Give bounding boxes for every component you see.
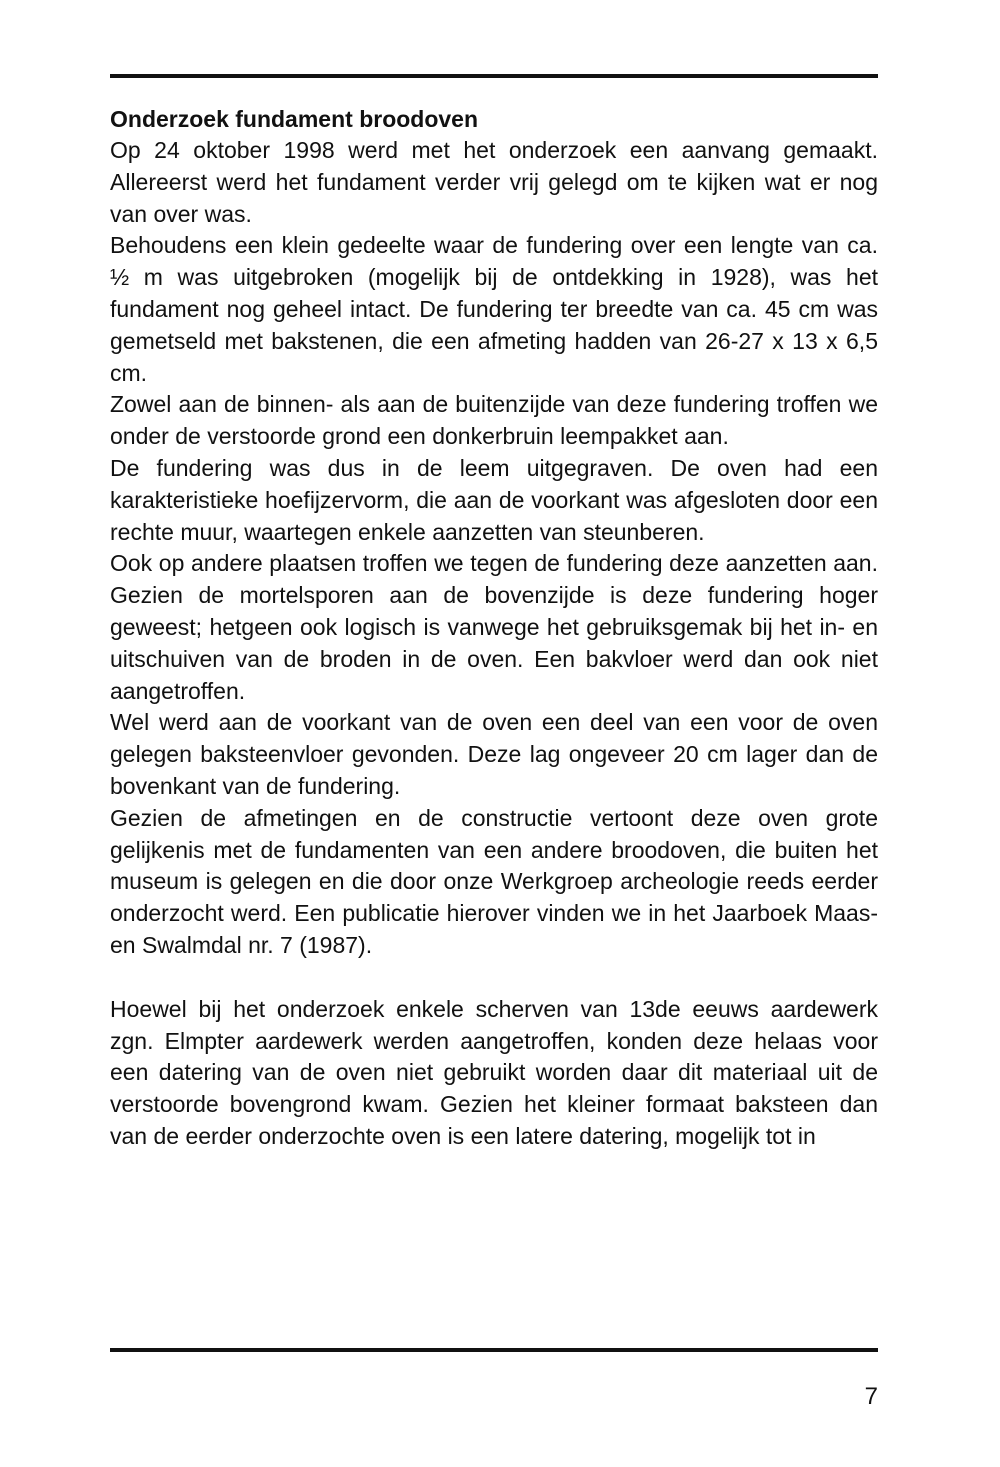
paragraph-5: Ook op andere plaatsen troffen we tegen de fundering deze aanzetten aan. Gezien de mortelsporen aan de bovenzijde is deze fundering hoger geweest; hetgeen ook logisch is vanwege het gebruiksgemak bij het in- en uitschuiven van de broden in de oven. Een bakvloer werd dan ook niet aangetroffen. <box>110 550 878 704</box>
top-rule <box>110 74 878 78</box>
paragraph-6: Wel werd aan de voorkant van de oven een deel van een voor de oven gelegen baksteenvloer gevonden. Deze lag ongeveer 20 cm lager dan de bovenkant van de fundering. <box>110 709 878 799</box>
paragraph-3: Zowel aan de binnen- als aan de buitenzijde van deze fundering troffen we onder de verstoorde grond een donkerbruin leempakket aan. <box>110 391 878 450</box>
paragraph-7: Gezien de afmetingen en de constructie vertoont deze oven grote gelijkenis met de fundamenten van een andere broodoven, die buiten het museum is gelegen en die door onze Werkgroep archeologie reeds eerder onderzocht werd. Een publicatie hierover vinden we in het Jaarboek Maas- en Swalmdal nr. 7 (1987). <box>110 804 878 958</box>
page-body <box>110 104 878 1153</box>
page-number: 7 <box>864 1383 878 1410</box>
paragraph-4: De fundering was dus in de leem uitgegraven. De oven had een karakteristieke hoefijzervorm, die aan de voorkant was afgesloten door een rechte muur, waartegen enkele aanzetten van steunberen. <box>110 454 878 545</box>
paragraph-1: Op 24 oktober 1998 werd met het onderzoek een aanvang gemaakt. Allereerst werd het fundament verder vrij gelegd om te kijken wat er nog van over was. <box>110 137 878 227</box>
bottom-rule <box>110 1348 878 1352</box>
paragraph-8: Hoewel bij het onderzoek enkele scherven van 13de eeuws aardewerk zgn. Elmpter aardewerk werden aangetroffen, konden deze helaas voor een datering van de oven niet gebruikt worden daar dit materiaal uit de verstoorde bovengrond kwam. Gezien het kleiner formaat baksteen dan van de eerder onderzochte oven is een latere datering, mogelijk tot in <box>110 995 878 1149</box>
section-heading: Onderzoek fundament broodoven <box>110 106 479 132</box>
paragraph-2: Behoudens een klein gedeelte waar de fundering over een lengte van ca. ½ m was uitgebroken (mogelijk bij de ontdekking in 1928), was het fundament nog geheel intact. De fundering ter breedte van ca. 45 cm was gemetseld met bakstenen, die een afmeting hadden van 26-27 x 13 x 6,5 cm. <box>110 232 878 386</box>
